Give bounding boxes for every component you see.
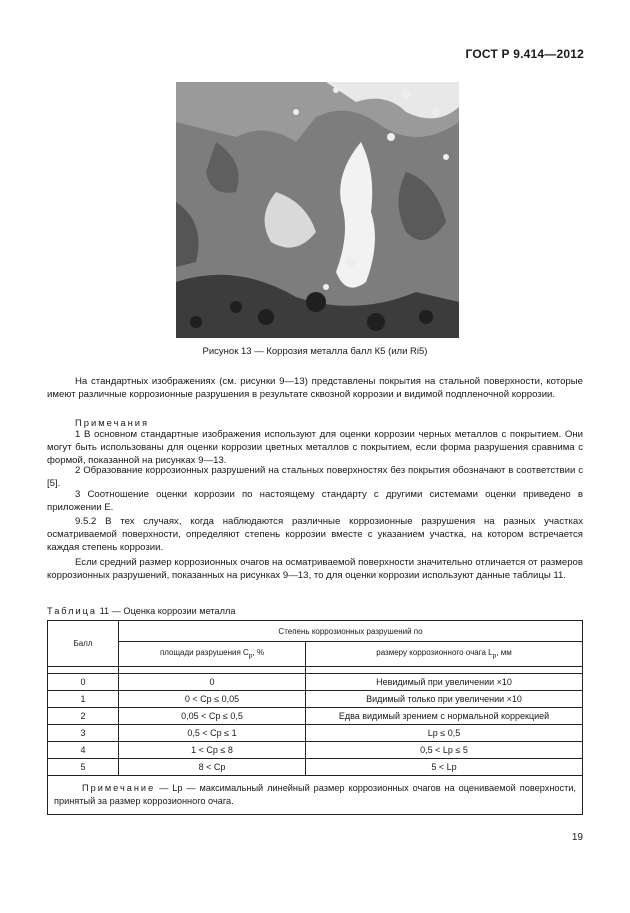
- table-note-row: [48, 776, 583, 815]
- header-group: Степень коррозионных разрушений по: [119, 621, 583, 642]
- paragraph-standard-images: На стандартных изображениях (см. рисунки 9—13) представлены покрытия на стальной поверхности, которые имеют различные коррозионные разрушения в результате сквозной коррозии и видимой подпленочной коррозии.: [47, 376, 583, 401]
- figure-caption: Рисунок 13 — Коррозия металла балл К5 (или Ri5): [202, 346, 428, 357]
- paragraph-average-size: Если средний размер коррозионных очагов на осматриваемой поверхности значительно отличается от размеров коррозионных разрушений, показанных на рисунках 9—13, то для оценки коррозии используют данные таблицы 11.: [47, 557, 583, 582]
- table-note-word: Примечание: [82, 783, 156, 793]
- table-caption-word: Таблица: [47, 606, 98, 616]
- paragraph-9-5-2: 9.5.2 В тех случаях, когда наблюдаются различные коррозионные разрушения на разных участках осматриваемой поверхности, определяют степень коррозии вместе с указанием участка, на котором встречается каждая степень коррозии.: [47, 516, 583, 554]
- table-row: 1 0 < Cp ≤ 0,05 Видимый только при увеличении ×10: [48, 691, 583, 708]
- table-row: 5 8 < Cp 5 < Lp: [48, 759, 583, 776]
- doc-header-id: ГОСТ Р 9.414—2012: [465, 47, 584, 61]
- table-header-row: [48, 621, 583, 642]
- notes-heading: Примечания: [75, 417, 150, 428]
- table-row: 2 0,05 < Cp ≤ 0,5 Едва видимый зрением с нормальной коррекцией: [48, 708, 583, 725]
- table-caption-text: 11 — Оценка коррозии металла: [99, 606, 236, 616]
- table-row: [48, 667, 583, 674]
- header-size: размеру коррозионного очага $L_p$, мм: [306, 642, 583, 667]
- table-subheader-row: [48, 642, 583, 667]
- page-number: 19: [571, 832, 583, 843]
- corrosion-rating-table: [47, 620, 583, 815]
- note-3: 3 Соотношение оценки коррозии по настоящему стандарту с другими системами оценки приведено в приложении Е.: [47, 489, 583, 514]
- note-2: 2 Образование коррозионных разрушений на стальных поверхностях без покрытия обозначают в соответствии с [5].: [47, 465, 583, 490]
- header-ball: Балл: [48, 621, 119, 667]
- table-caption: [47, 606, 235, 616]
- corrosion-figure-image: [176, 82, 459, 338]
- table-row: 0 0 Невидимый при увеличении ×10: [48, 674, 583, 691]
- header-area: площади разрушения $C_p$, %: [119, 642, 306, 667]
- table-row: 3 0,5 < Cp ≤ 1 Lp ≤ 0,5: [48, 725, 583, 742]
- table-row: 4 1 < Cp ≤ 8 0,5 < Lp ≤ 5: [48, 742, 583, 759]
- table-note: [48, 776, 583, 815]
- table-note-text: — Lp — максимальный линейный размер коррозионных очагов на оцениваемой поверхности, принятый за размер коррозионного очага.: [54, 783, 576, 806]
- note-1: 1 В основном стандартные изображения используют для оценки коррозии черных металлов с покрытием. Они могут быть использованы для оценки коррозии цветных металлов с покрытием, если форма разрушения сравнима с формой, показанной на рисунках 9—13.: [47, 429, 583, 467]
